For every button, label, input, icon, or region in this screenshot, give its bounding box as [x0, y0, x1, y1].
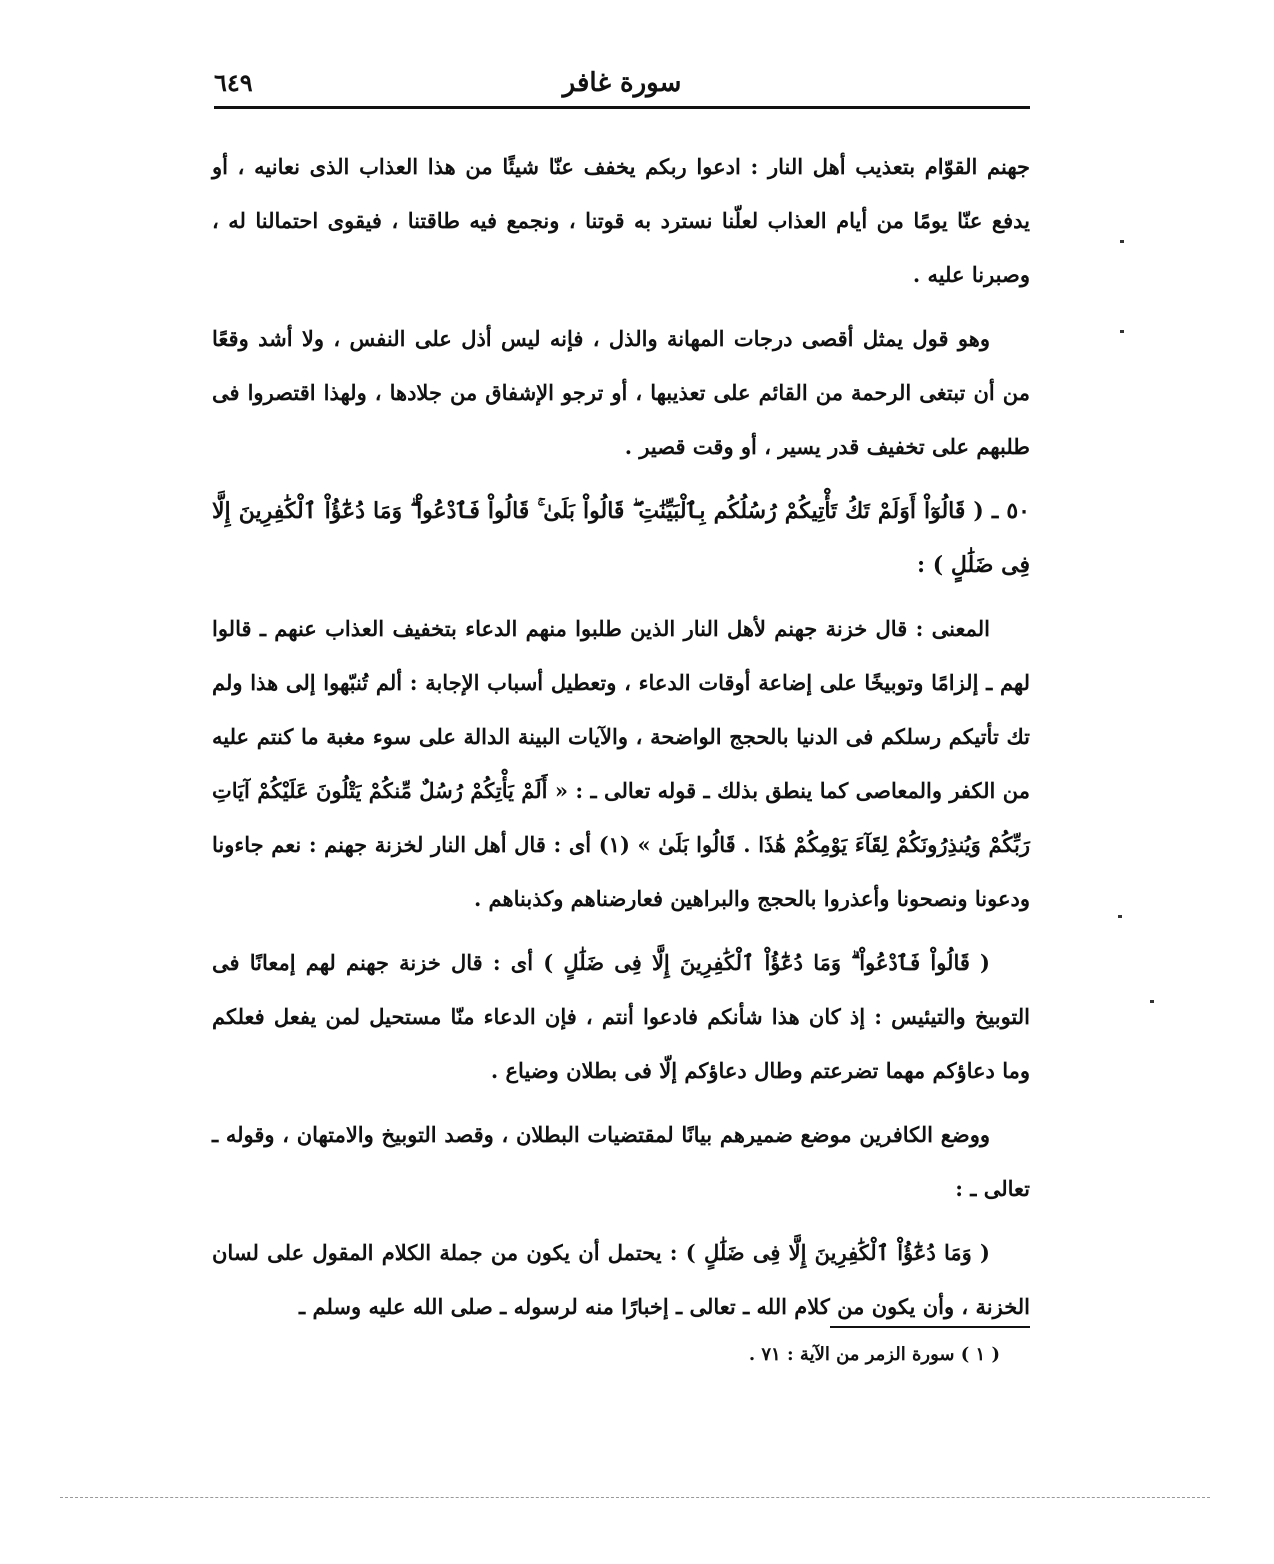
body-text [212, 140, 1030, 1344]
scan-speck [1120, 330, 1124, 333]
scan-speck [1120, 240, 1124, 243]
paragraph-4: ( قَالُواْ فَٱدْعُواْ ۗ وَمَا دُعَٰٓؤُاْ ٱلْكَٰفِرِينَ إِلَّا فِى ضَلَٰلٍ ) أى : قال خزنة جهنم لهم إمعانًا فى التوبيخ والتيئيس : إذ كان هذا شأنكم فادعوا أنتم ، فإن الدعاء منّا مستحيل لمن يفعل فعلكم وما دعاؤكم مهما تضرعتم وطال دعاؤكم إلّا فى بطلان وضياع . [212, 950, 1030, 1083]
page-header [214, 60, 1030, 108]
scan-edge-line [60, 1497, 1210, 1498]
paragraph-1: جهنم القوّام بتعذيب أهل النار : ادعوا ربكم يخفف عنّا شيئًا من هذا العذاب الذى نعانيه ، أو يدفع عنّا يومًا من أيام العذاب لعلّنا نسترد به قوتنا ، ونجمع فيه طاقتنا ، فيقوى احتمالنا له ، وصبرنا عليه . [212, 154, 1030, 287]
footnote: ( ١ ) سورة الزمر من الآية : ٧١ . [748, 1344, 1000, 1365]
paragraph-6: ( وَمَا دُعَٰٓؤُاْ ٱلْكَٰفِرِينَ إِلَّا فِى ضَلَٰلٍ ) : يحتمل أن يكون من جملة الكلام المقول على لسان الخزنة ، وأن يكون من كلام الله ـ تعالى ـ إخبارًا منه لرسوله ـ صلى الله عليه وسلم ـ [212, 1240, 1030, 1319]
paragraph-5: ووضع الكافرين موضع ضميرهم بيانًا لمقتضيات البطلان ، وقصد التوبيخ والامتهان ، وقوله ـ تعالى ـ : [212, 1122, 1030, 1201]
paragraph-3: المعنى : قال خزنة جهنم لأهل النار الذين طلبوا منهم الدعاء بتخفيف العذاب عنهم ـ قالوا لهم ـ إلزامًا وتوبيخًا على إضاعة أوقات الدعاء ، وتعطيل أسباب الإجابة : ألم تُنبّهوا إلى هذا ولم تك تأتيكم رسلكم فى الدنيا بالحجج الواضحة ، والآيات البينة الدالة على سوء مغبة ما كنتم عليه من الكفر والمعاصى كما ينطق بذلك ـ قوله تعالى ـ : « أَلَمْ يَأْتِكُمْ رُسُلٌ مِّنكُمْ يَتْلُونَ عَلَيْكُمْ آيَاتِ رَبِّكُمْ وَيُنذِرُونَكُمْ لِقَآءَ يَوْمِكُمْ هَٰذَا . قَالُوا بَلَىٰ » (١) أى : قال أهل النار لخزنة جهنم : نعم جاءونا ودعونا ونصحونا وأعذروا بالحجج والبراهين فعارضناهم وكذبناهم . [212, 616, 1030, 911]
footnote-rule [830, 1326, 1030, 1328]
page-number: ٦٤٩ [214, 68, 253, 97]
scan-speck [1118, 915, 1122, 918]
paragraph-2: وهو قول يمثل أقصى درجات المهانة والذل ، فإنه ليس أذل على النفس ، ولا أشد وقعًا من أن تبتغى الرحمة من القائم على تعذيبها ، أو ترجو الإشفاق من جلادها ، ولهذا اقتصروا فى طلبهم على تخفيف قدر يسير ، أو وقت قصير . [212, 326, 1030, 459]
header-rule [214, 106, 1030, 109]
verse-heading: ٥٠ ـ ( قَالُوٓاْ أَوَلَمْ تَكُ تَأْتِيكُمْ رُسُلُكُم بِٱلْبَيِّنَٰتِ ۖ قَالُواْ بَلَىٰ ۚ قَالُواْ فَٱدْعُواْ ۗ وَمَا دُعَٰٓؤُاْ ٱلْكَٰفِرِينَ إِلَّا فِى ضَلَٰلٍ ) : [212, 498, 1030, 578]
page-title: سورة غافر [562, 68, 682, 98]
scan-speck [1150, 1000, 1154, 1003]
